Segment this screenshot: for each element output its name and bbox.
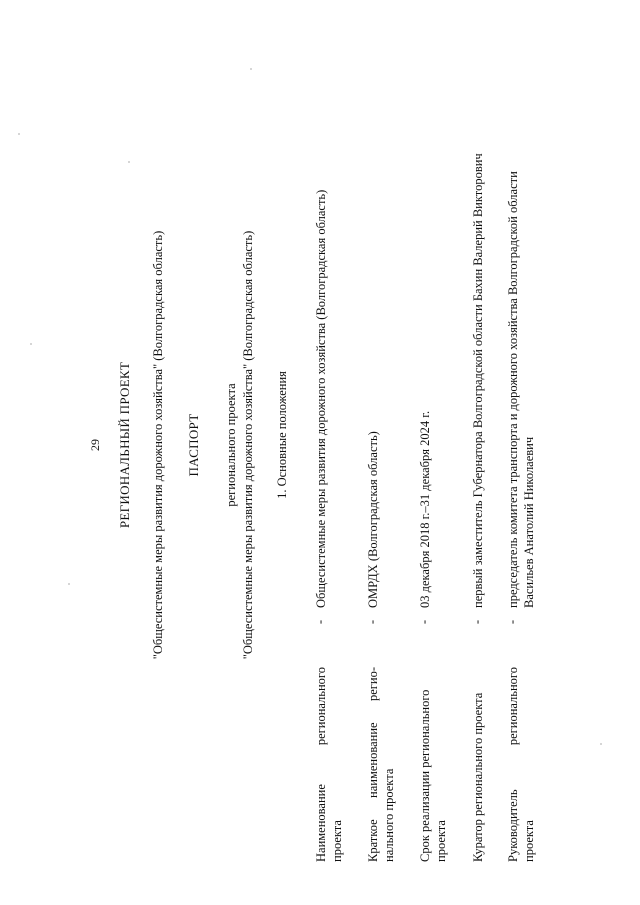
row-label-word: наименование [366, 722, 380, 798]
row-value-period: 03 декабря 2018 г.–31 декабря 2024 г. [418, 410, 432, 608]
row-label-short-name [365, 667, 397, 862]
row-label-line2: нального проекта [382, 768, 396, 862]
row-value-short-name: ОМРДХ (Волгоградская область) [366, 431, 380, 608]
row-label-line1 [505, 667, 521, 862]
row-label-line1 [313, 667, 329, 862]
scan-speck [128, 161, 130, 163]
row-value-project-name: Общесистемные меры развития дорожного хозяйства (Волгоградская область) [314, 189, 328, 608]
row-dash: - [417, 619, 431, 625]
row-label-word: Руководитель [506, 789, 520, 862]
row-label-word: Краткое [366, 819, 380, 862]
row-label-line2: проекта [522, 820, 536, 862]
row-label-word: регио- [366, 667, 380, 702]
row-value-line2: Васильев Анатолий Николаевич [522, 436, 536, 608]
row-label-word: Наименование [314, 784, 328, 862]
row-label-head [505, 667, 537, 862]
row-label-word: регионального [506, 667, 520, 746]
row-dash: - [365, 619, 379, 625]
row-dash: - [505, 619, 519, 625]
row-label-curator [470, 667, 486, 862]
page-number: 29 [88, 439, 102, 451]
row-label-line2: проекта [330, 820, 344, 862]
row-value-curator: первый заместитель Губернатора Волгоградской области Бахин Валерий Викторович [471, 153, 485, 608]
row-label-line1: Куратор регионального проекта [471, 692, 485, 862]
row-label-line1: Срок реализации регионального [418, 689, 432, 862]
row-dash: - [313, 619, 327, 625]
project-name-header: "Общесистемные меры развития дорожного хозяйства" (Волгоградская область) [151, 230, 165, 660]
scan-speck [18, 133, 20, 135]
section-heading: 1. Основные положения [275, 371, 289, 499]
scan-speck [250, 68, 252, 70]
scan-speck [600, 743, 602, 745]
row-label-line2: проекта [434, 820, 448, 862]
passport-subtitle-line2: "Общесистемные меры развития дорожного хозяйства" (Волгоградская область) [241, 230, 255, 660]
passport-subtitle-line1: регионального проекта [224, 383, 238, 507]
row-dash: - [470, 619, 484, 625]
row-label-line1 [365, 667, 381, 862]
row-label-period [417, 667, 449, 862]
row-label-word: регионального [314, 667, 328, 746]
document-title: РЕГИОНАЛЬНЫЙ ПРОЕКТ [117, 361, 132, 529]
scan-speck [68, 583, 70, 585]
passport-heading: ПАСПОРТ [186, 413, 201, 477]
row-value-line1: председатель комитета транспорта и дорожного хозяйства Волгоградской области [506, 171, 520, 608]
row-label-project-name [313, 667, 345, 862]
scan-speck [30, 343, 32, 345]
row-value-head [505, 18, 537, 608]
